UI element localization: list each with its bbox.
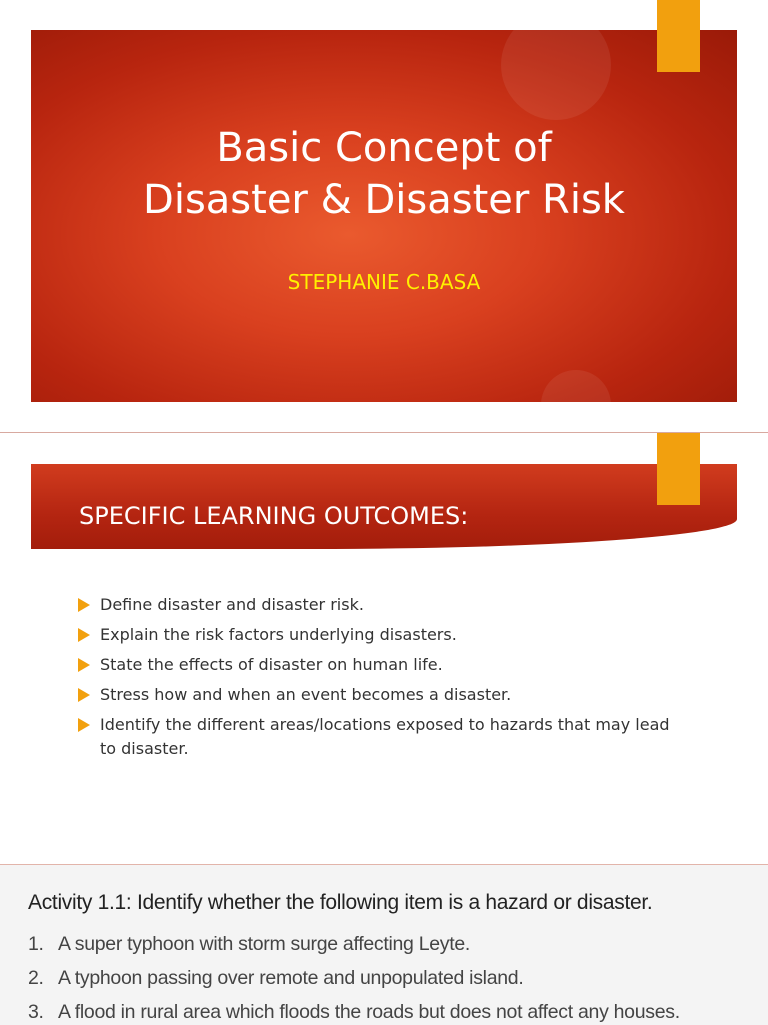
- triangle-bullet-icon: [78, 718, 90, 732]
- list-item: [78, 593, 678, 617]
- list-item-text: State the effects of disaster on human life.: [100, 655, 443, 674]
- decor-bubble: [501, 30, 611, 120]
- author-name: STEPHANIE C.BASA: [287, 270, 481, 294]
- list-item-text: Explain the risk factors underlying disasters.: [100, 625, 457, 644]
- activity-slide: [0, 864, 768, 1025]
- header-band: [31, 464, 737, 549]
- triangle-bullet-icon: [78, 688, 90, 702]
- item-number: 1.: [28, 933, 44, 955]
- list-item-text: Identify the different areas/locations exposed to hazards that may lead to disaster.: [100, 715, 670, 758]
- list-item: [78, 683, 678, 707]
- outcomes-slide: [0, 432, 768, 865]
- list-item: [28, 995, 680, 1025]
- slide-title: [31, 122, 737, 226]
- list-item-text: Define disaster and disaster risk.: [100, 595, 364, 614]
- title-slide: [0, 0, 768, 432]
- triangle-bullet-icon: [78, 628, 90, 642]
- list-item: [78, 653, 678, 677]
- outcomes-heading: SPECIFIC LEARNING OUTCOMES:: [79, 502, 469, 530]
- item-text: A flood in rural area which floods the roads but does not affect any houses.: [58, 1001, 680, 1023]
- list-item-text: Stress how and when an event becomes a disaster.: [100, 685, 512, 704]
- slide-title-line2: Disaster & Disaster Risk: [143, 177, 625, 223]
- item-text: A super typhoon with storm surge affecting Leyte.: [58, 933, 471, 955]
- slide-title-line1: Basic Concept of: [216, 125, 552, 171]
- item-text: A typhoon passing over remote and unpopulated island.: [58, 967, 524, 989]
- item-number: 2.: [28, 967, 44, 989]
- list-item: [28, 961, 680, 995]
- accent-tab: [657, 433, 700, 505]
- activity-list: [28, 927, 680, 1025]
- list-item: [78, 623, 678, 647]
- item-number: 3.: [28, 1001, 44, 1023]
- list-item: [28, 927, 680, 961]
- title-panel: [31, 30, 737, 402]
- activity-title: Activity 1.1: Identify whether the following item is a hazard or disaster.: [28, 891, 653, 914]
- triangle-bullet-icon: [78, 598, 90, 612]
- accent-tab: [657, 0, 700, 72]
- triangle-bullet-icon: [78, 658, 90, 672]
- decor-bubble: [541, 370, 611, 402]
- list-item: [78, 713, 678, 761]
- outcomes-list: [78, 593, 678, 767]
